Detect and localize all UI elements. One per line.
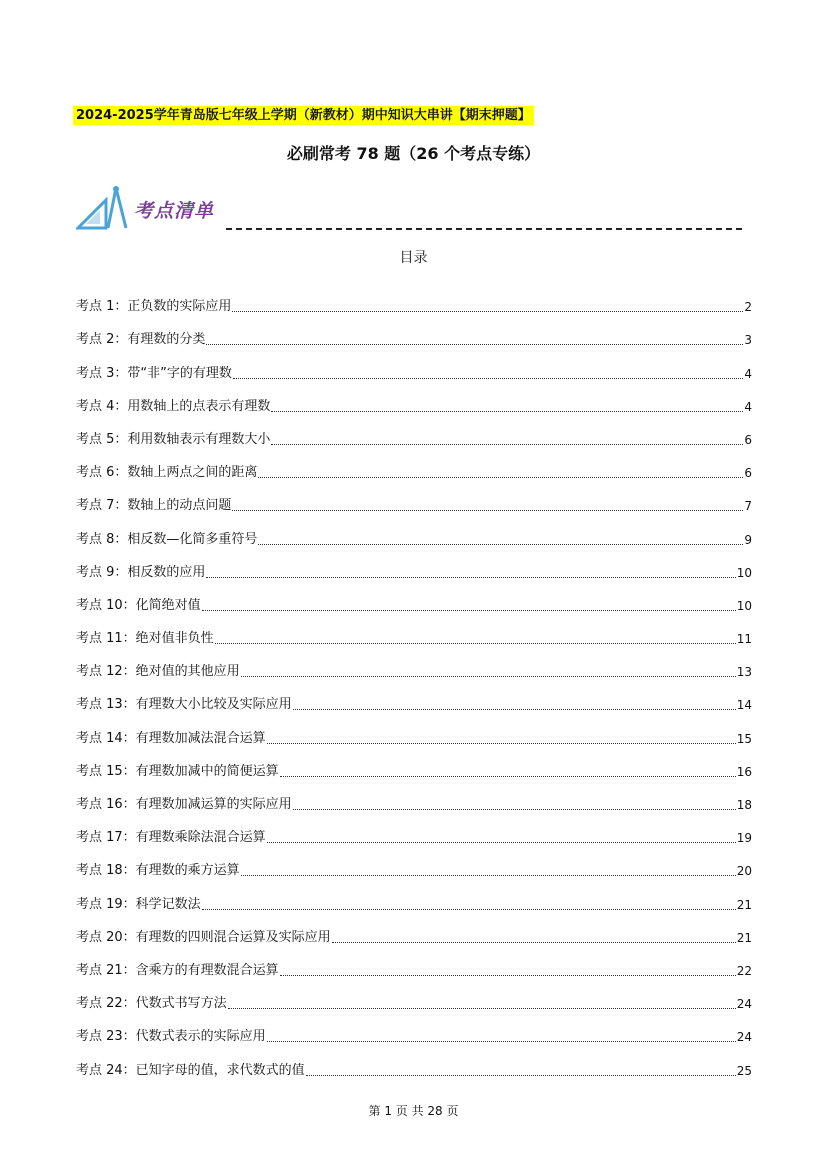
toc-entry-label: 考点 12：绝对值的其他应用 [76,664,240,680]
toc-entry-label: 考点 18：有理数的乘方运算 [76,863,240,879]
toc-entry[interactable] [76,847,752,880]
toc-entry[interactable] [76,449,752,482]
toc-entry[interactable] [76,482,752,515]
toc-entry-label: 考点 6：数轴上两点之间的距离 [76,465,258,481]
toc-entry-label: 考点 20：有理数的四则混合运算及实际应用 [76,929,331,945]
toc-leader [215,642,736,644]
toc-entry-page: 22 [736,963,752,978]
toc-entry-page: 19 [736,831,752,846]
toc-entry-page: 13 [736,665,752,680]
toc-leader [233,377,743,379]
toc-entry-page: 10 [736,565,752,580]
page-title: 必刷常考 78 题（26 个考点专练） [286,144,541,163]
toc-entry[interactable] [76,748,752,781]
toc-leader [280,974,736,976]
toc-leader [202,908,736,910]
toc-leader [258,543,743,545]
toc-leader [206,576,735,578]
toc-leader [232,509,743,511]
toc-leader [271,443,743,445]
toc-entry-page: 20 [736,864,752,879]
toc-leader [258,476,743,478]
toc-heading: 目录 [399,250,428,266]
toc-entry-label: 考点 11：绝对值非负性 [76,631,214,647]
page-indicator: 第 1 页 共 28 页 [368,1104,459,1118]
toc-entry-label: 考点 2：有理数的分类 [76,332,206,348]
toc-entry-page: 3 [744,333,752,348]
toc-leader [202,609,736,611]
toc-entry[interactable] [76,615,752,648]
toc-entry-label: 考点 10：化简绝对值 [76,597,201,613]
toc-leader [332,941,736,943]
toc-entry[interactable] [76,880,752,913]
toc-entry-page: 2 [744,300,752,315]
toc-entry[interactable] [76,283,752,316]
toc-entry-label: 考点 4：用数轴上的点表示有理数 [76,398,271,414]
toc-leader [267,1040,736,1042]
toc-leader [232,310,743,312]
toc-entry[interactable] [76,1013,752,1046]
toc-leader [280,775,736,777]
toc-entry-page: 15 [736,731,752,746]
toc-entry[interactable] [76,947,752,980]
toc-entry-label: 考点 21：含乘方的有理数混合运算 [76,962,279,978]
toc-entry-label: 考点 24：已知字母的值，求代数式的值 [76,1062,305,1078]
toc-entry-page: 24 [736,1030,752,1045]
toc-entry-page: 4 [744,399,752,414]
section-label: 考点清单 [134,200,215,222]
toc-entry-page: 10 [736,598,752,613]
toc-leader [241,675,736,677]
toc-leader [293,708,736,710]
toc-entry[interactable] [76,383,752,416]
toc-entry-page: 21 [736,897,752,912]
table-of-contents [76,283,752,1080]
toc-entry[interactable] [76,316,752,349]
divider [226,228,742,230]
toc-entry[interactable] [76,416,752,449]
toc-leader [228,1007,736,1009]
toc-entry-label: 考点 3：带“非”字的有理数 [76,365,232,381]
toc-entry[interactable] [76,549,752,582]
toc-entry-page: 21 [736,930,752,945]
toc-entry[interactable] [76,814,752,847]
toc-entry[interactable] [76,914,752,947]
toc-entry-label: 考点 8：相反数—化简多重符号 [76,531,258,547]
toc-entry-label: 考点 5：利用数轴表示有理数大小 [76,431,271,447]
toc-entry[interactable] [76,648,752,681]
toc-entry-page: 11 [736,632,752,647]
toc-entry-label: 考点 9：相反数的应用 [76,564,206,580]
toc-entry-label: 考点 16：有理数加减运算的实际应用 [76,797,292,812]
toc-entry-page: 24 [736,997,752,1012]
series-title: 2024-2025学年青岛版七年级上学期（新教材）期中知识大串讲【期末押题】 [73,106,534,125]
toc-entry[interactable] [76,1046,752,1079]
toc-entry-label: 考点 17：有理数乘除法混合运算 [76,830,266,846]
toc-entry[interactable] [76,515,752,548]
toc-entry-label: 考点 14：有理数加减法混合运算 [76,730,266,746]
toc-entry[interactable] [76,714,752,747]
ruler-compass-icon [76,184,132,232]
toc-entry-page: 14 [736,698,752,713]
section-banner [76,184,742,234]
toc-entry-label: 考点 1：正负数的实际应用 [76,299,232,315]
toc-leader [267,841,736,843]
toc-entry-label: 考点 22：代数式书写方法 [76,996,227,1012]
toc-entry-page: 16 [736,764,752,779]
toc-entry-label: 考点 7：数轴上的动点问题 [76,498,232,514]
toc-entry[interactable] [76,349,752,382]
toc-entry-label: 考点 19：科学记数法 [76,896,201,912]
toc-leader [293,808,736,810]
toc-entry-page: 6 [744,432,752,447]
toc-entry[interactable] [76,980,752,1013]
toc-entry-label: 考点 15：有理数加减中的简便运算 [76,763,279,779]
toc-leader [206,343,743,345]
toc-entry-page: 7 [744,499,752,514]
toc-entry[interactable] [76,681,752,714]
toc-entry-label: 考点 13：有理数大小比较及实际应用 [76,697,292,713]
toc-leader [267,742,736,744]
toc-entry-page: 4 [744,366,752,381]
toc-entry[interactable] [76,582,752,615]
toc-entry-page: 9 [744,532,752,547]
toc-entry[interactable] [76,781,752,814]
toc-leader [241,874,736,876]
toc-entry-page: 18 [736,798,752,812]
toc-leader [306,1074,736,1076]
toc-entry-page: 25 [736,1063,752,1078]
toc-leader [271,410,743,412]
toc-entry-page: 6 [744,466,752,481]
toc-entry-label: 考点 23：代数式表示的实际应用 [76,1029,266,1045]
